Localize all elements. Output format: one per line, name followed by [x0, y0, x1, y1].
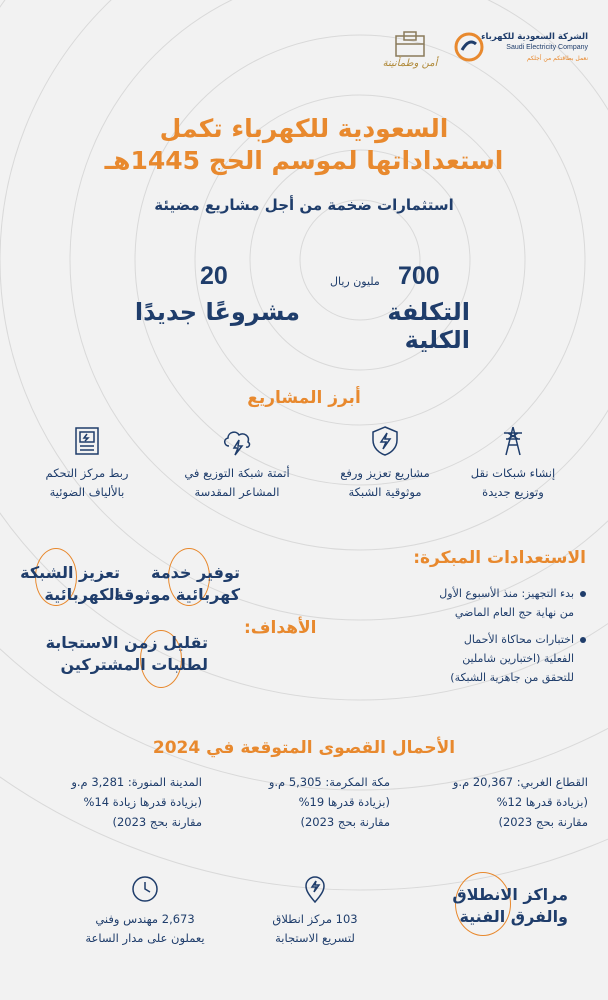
bullet-dot — [580, 591, 586, 597]
goals-title: الأهداف: — [244, 618, 317, 638]
launch-title-line1: مراكز الانطلاق — [452, 885, 568, 904]
company-name-en: Saudi Electricity Company — [506, 44, 588, 51]
load-line1: المدينة المنورة: 3,281 م.و — [71, 775, 202, 789]
cloud-bolt-icon — [220, 424, 254, 458]
engineers-item — [70, 874, 220, 948]
cost-number: 700 — [398, 262, 440, 290]
project-label-line1: إنشاء شبكات نقل — [470, 466, 556, 480]
project-label-line2: المشاعر المقدسة — [194, 485, 280, 499]
bullet-dot — [580, 637, 586, 643]
clock-user-icon — [130, 874, 160, 904]
page-title-line1: السعودية للكهرباء تكمل — [159, 114, 449, 143]
control-panel-icon — [70, 424, 104, 458]
project-label-line2: وتوزيع جديدة — [482, 485, 544, 499]
project-item — [22, 424, 152, 502]
bullet-line1: بدء التجهيز: منذ الأسبوع الأول — [439, 587, 574, 600]
early-prep-title: الاستعدادات المبكرة: — [413, 548, 586, 568]
company-tagline: نعمل بطاقتكم من أجلكم — [526, 55, 588, 62]
hajj-logo-icon — [380, 28, 440, 60]
project-item — [172, 424, 302, 502]
load-line3: مقارنة بحج 2023) — [498, 815, 588, 829]
hajj-logo — [380, 28, 440, 74]
engineers-line1: 2,673 مهندس وفني — [95, 912, 195, 926]
bullet-line3: للتحقق من جاهزية الشبكة) — [450, 671, 574, 684]
load-item — [22, 772, 202, 832]
goal-line2: كهربائية موثوقة — [114, 585, 240, 604]
bullet-line2: الفعلية (اختبارين شاملين — [462, 652, 574, 665]
bullet-line2: من نهاية حج العام الماضي — [454, 606, 574, 619]
goal-line1: توفير خدمة — [151, 563, 240, 582]
load-line2: (بزيادة قدرها زيادة 14% — [83, 795, 202, 809]
goal-item — [110, 562, 240, 606]
load-line3: مقارنة بحج 2023) — [112, 815, 202, 829]
bullet-line1: اختبارات محاكاة الأحمال — [463, 633, 574, 646]
cost-label: التكلفة الكلية — [387, 298, 470, 354]
load-line2: (بزيادة قدرها 19% — [298, 795, 390, 809]
hajj-logo-text: أمن وطمأنينة — [382, 58, 438, 69]
transmission-tower-icon — [496, 424, 530, 458]
loads-title: الأحمال القصوى المتوقعة في 2024 — [152, 738, 456, 758]
launch-title-line2: والفرق الفنية — [459, 907, 568, 926]
project-item — [320, 424, 450, 502]
page-title-line2: استعداداتها لموسم الحج 1445هـ — [104, 146, 504, 175]
cost-unit: مليون ريال — [330, 275, 380, 288]
shield-bolt-icon — [368, 424, 402, 458]
goal-line2: الكهربائية — [44, 585, 120, 604]
project-label-line2: بالألياف الضوئية — [49, 485, 125, 499]
goal-line1: تقليل زمن الاستجابة — [45, 633, 208, 652]
load-item — [220, 772, 390, 832]
company-name-ar: الشركة السعودية للكهرباء — [481, 32, 588, 42]
company-logo-icon — [454, 32, 484, 62]
projects-label: مشروعًا جديدًا — [134, 298, 300, 326]
project-label-line1: ربط مركز التحكم — [45, 466, 129, 480]
project-item — [448, 424, 578, 502]
goal-line2: لطلبات المشتركين — [60, 655, 208, 674]
goal-line1: تعزيز الشبكة — [20, 563, 120, 582]
page-subtitle: استثمارات ضخمة من أجل مشاريع مضيئة — [154, 196, 454, 214]
load-line1: مكة المكرمة: 5,305 م.و — [268, 775, 390, 789]
goal-item — [38, 632, 208, 676]
location-bolt-icon — [300, 874, 330, 904]
project-label-line1: مشاريع تعزيز ورفع — [340, 466, 430, 480]
company-logo — [448, 30, 588, 70]
projects-title: أبرز المشاريع — [247, 388, 361, 408]
load-item — [418, 772, 588, 832]
goal-item — [0, 562, 120, 606]
launch-centers-line2: لتسريع الاستجابة — [275, 931, 355, 945]
load-line2: (بزيادة قدرها 12% — [496, 795, 588, 809]
load-line3: مقارنة بحج 2023) — [300, 815, 390, 829]
project-label-line2: موثوقية الشبكة — [348, 485, 422, 499]
early-prep-bullet — [386, 630, 586, 687]
launch-title — [452, 884, 568, 928]
launch-centers-line1: 103 مركز انطلاق — [272, 912, 358, 926]
project-label-line1: أتمتة شبكة التوزيع في — [184, 466, 290, 480]
load-line1: القطاع الغربي: 20,367 م.و — [452, 775, 588, 789]
early-prep-bullet — [386, 584, 586, 622]
launch-centers-item — [250, 874, 380, 948]
engineers-line2: يعملون على مدار الساعة — [85, 931, 205, 945]
projects-number: 20 — [200, 262, 228, 290]
